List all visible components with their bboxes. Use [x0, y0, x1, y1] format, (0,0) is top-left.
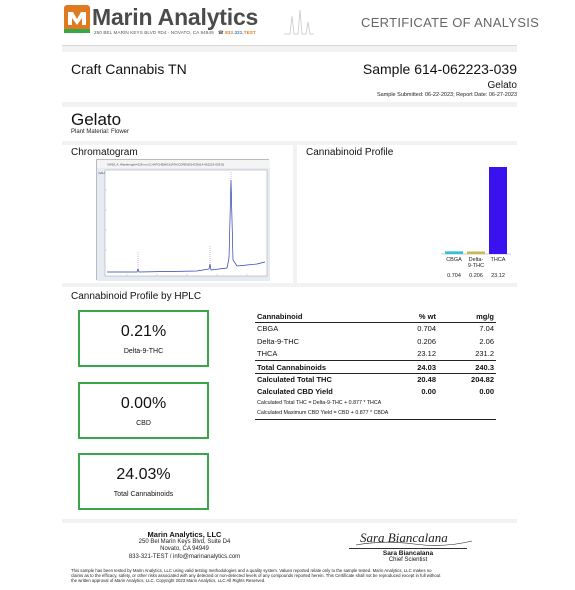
summary-box-delta9	[78, 310, 209, 367]
cannabinoid-profile-title: Cannabinoid Profile	[306, 147, 394, 158]
summary-label: Total Cannabinoids	[113, 491, 174, 498]
certificate-page	[62, 0, 540, 590]
cell-percent: 24.03	[417, 362, 436, 372]
signature-image	[354, 526, 474, 548]
brand-address	[94, 30, 256, 36]
sample-dates: Sample Submitted: 06-22-2023; Report Date: 06-27-2023	[376, 92, 517, 98]
signer-title: Chief Scientist	[388, 557, 428, 563]
summary-box-total	[78, 453, 209, 510]
category-label: 9-THC	[467, 263, 485, 269]
bar-delta-9-thc	[467, 252, 485, 255]
table-row	[255, 348, 496, 361]
cell-mg: 204.82	[471, 375, 494, 384]
phone-suffix: .TEST	[242, 30, 256, 35]
summary-value: 0.21%	[120, 323, 167, 340]
header-percent-wt: % wt	[418, 311, 436, 321]
cannabinoid-profile-panel	[297, 145, 517, 283]
note-cbd-yield: Calculated Maximum CBD Yield = CBD + 0.877 * CBDA	[257, 409, 389, 416]
chromatogram-header-text: VWD1 A, Wavelength=228 nm (C:\HPCHEM\1\DATA\CORE\061423\614-062223-039.D)	[107, 162, 225, 167]
phone-prefix: 833.	[225, 30, 235, 35]
signer-name: Sara Biancalana	[382, 550, 434, 557]
category-label: THCA	[490, 257, 506, 263]
summary-value: 0.00%	[120, 395, 167, 412]
disclaimer-line: claims as to the efficacy, safety, or other risks associated with any detected or non-detected levels of any compounds reported herein. This Certificate shall not be reproduced except in full without	[71, 573, 441, 579]
chromatogram-wave-icon	[284, 8, 314, 38]
header	[62, 0, 540, 46]
header-cannabinoid: Cannabinoid	[257, 311, 303, 321]
lab-city: Novato, CA 94949	[160, 546, 209, 552]
table-row	[255, 323, 496, 336]
summary-value: 24.03%	[116, 466, 171, 483]
summary-label: Delta-9-THC	[123, 348, 164, 355]
disclaimer-line: This sample has been tested by Marin Analytics, LLC using valid testing methodologies and a quality system. Values reported relate only to the sample tested. Marin Analytics, LLC makes no	[71, 568, 432, 573]
product-info	[62, 107, 517, 141]
table-bottom-rule	[255, 419, 496, 420]
signature-script: Sara Biancalana	[360, 530, 448, 545]
cell-mg: 2.06	[479, 336, 494, 346]
cell-percent: 0.704	[417, 324, 436, 333]
footer	[62, 523, 517, 590]
disclaimer-line: the written approval of Marin Analytics, LLC. Copyright 2023 Marin Analytics, LLC All Rights Reserved.	[71, 578, 266, 584]
cannabinoid-bar-chart	[297, 145, 517, 283]
lab-contact: 833-321-TEST / info@marinanalytics.com	[128, 554, 241, 560]
cell-percent: 20.48	[417, 375, 436, 384]
table-header	[255, 310, 496, 323]
value-label: 0.704	[447, 273, 461, 279]
cell-percent: 0.00	[421, 386, 436, 396]
cell-mg: 240.3	[475, 362, 494, 372]
lab-name: Marin Analytics, LLC	[147, 530, 222, 539]
address-line: 250 BEL MARIN KEYS BLVD #D4 · NOVATO, CA 94949	[94, 30, 214, 35]
summary-label: CBD	[136, 420, 151, 427]
table-row	[255, 335, 496, 348]
value-label: 23.12	[491, 273, 505, 279]
hplc-panel	[62, 287, 517, 519]
cell-name: Calculated CBD Yield	[257, 386, 333, 396]
phone-mid: 321	[234, 30, 243, 35]
sample-name: Gelato	[487, 80, 517, 91]
cell-name: Calculated Total THC	[257, 375, 332, 384]
client-name: Craft Cannabis TN	[71, 61, 187, 77]
product-name: Gelato	[71, 110, 122, 129]
summary-box-cbd	[78, 382, 209, 439]
bar-thca	[489, 167, 507, 254]
hplc-table	[255, 310, 496, 420]
category-label: Delta-	[468, 257, 484, 263]
chromatogram-image	[96, 159, 269, 280]
cell-name: Delta-9-THC	[257, 336, 300, 346]
category-label: CBGA	[446, 257, 462, 263]
cell-mg: 0.00	[479, 386, 494, 396]
plant-material: Plant Material: Flower	[71, 129, 130, 135]
chromatogram-title: Chromatogram	[71, 147, 138, 158]
lab-address: 250 Bel Marin Keys Blvd, Suite D4	[138, 539, 231, 545]
header-mg-per-g: mg/g	[476, 311, 494, 321]
signature-line	[349, 548, 467, 549]
cell-name: Total Cannabinoids	[257, 362, 327, 372]
brand-name: Marin Analytics	[92, 4, 259, 30]
table-total-row	[255, 360, 496, 373]
cell-mg: 7.04	[479, 324, 494, 333]
cell-percent: 23.12	[417, 349, 436, 358]
cell-name: THCA	[257, 349, 278, 358]
cell-name: CBGA	[257, 324, 279, 333]
cell-percent: 0.206	[417, 336, 436, 346]
chromatogram-y-label: mAU	[98, 171, 105, 175]
disclaimer	[71, 568, 517, 584]
client-info	[62, 52, 517, 102]
hplc-title: Cannabinoid Profile by HPLC	[71, 291, 202, 302]
table-calc-thc-row	[255, 373, 496, 386]
chromatogram-panel	[62, 145, 293, 283]
sample-id: Sample 614-062223-039	[362, 61, 517, 77]
phone-icon: ☎	[217, 30, 224, 35]
cell-mg: 231.2	[475, 349, 494, 358]
document-title: CERTIFICATE OF ANALYSIS	[361, 15, 540, 30]
note-total-thc: Calculated Total THC = Delta-9-THC + 0.877 * THCA	[257, 399, 382, 406]
bar-cbga	[445, 251, 463, 254]
marin-logo-icon	[64, 5, 90, 33]
table-calc-cbd-row	[255, 385, 496, 398]
value-label: 0.206	[469, 273, 483, 279]
